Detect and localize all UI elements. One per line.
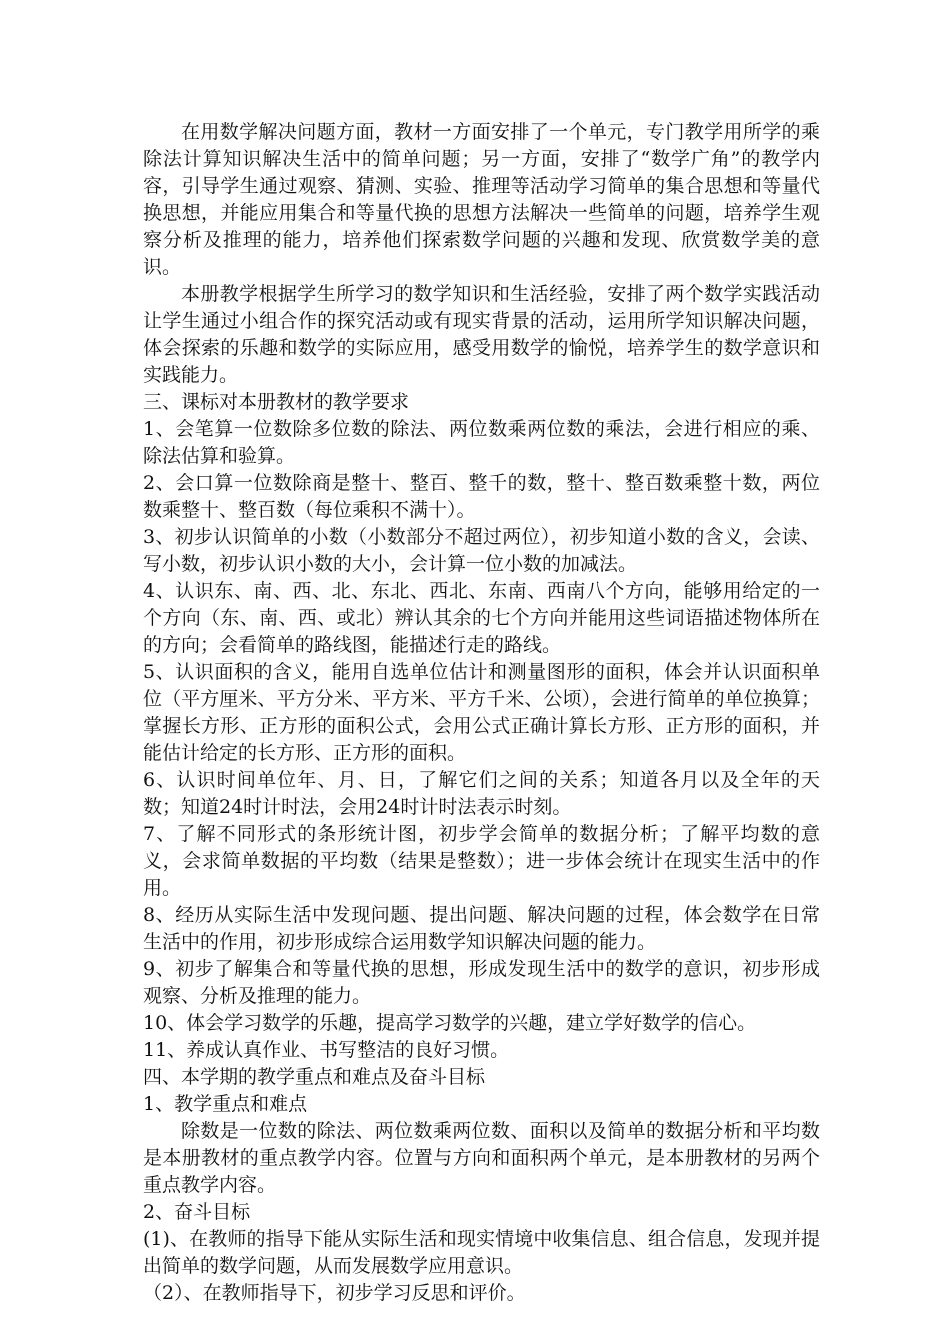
requirement-item-2: 2、会口算一位数除商是整十、整百、整千的数，整十、整百数乘整十数，两位数乘整十、整百数（每位乘积不满十）。 — [143, 472, 820, 521]
goal-item-2: （2）、在教师指导下，初步学习反思和评价。 — [143, 1282, 526, 1304]
paragraph-key-content: 除数是一位数的除法、两位数乘两位数、面积以及简单的数据分析和平均数是本册教材的重点教学内容。位置与方向和面积两个单元，是本册教材的另两个重点教学内容。 — [143, 1120, 820, 1196]
requirement-item-3: 3、初步认识简单的小数（小数部分不超过两位），初步知道小数的含义，会读、写小数，初步认识小数的大小，会计算一位小数的加减法。 — [143, 526, 820, 575]
section-heading-key-points: 四、本学期的教学重点和难点及奋斗目标 — [143, 1066, 486, 1088]
requirement-item-5: 5、认识面积的含义，能用自选单位估计和测量图形的面积，体会并认识面积单位（平方厘米、平方分米、平方米、平方千米、公顷），会进行简单的单位换算；掌握长方形、正方形的面积公式，会用公式正确计算长方形、正方形的面积，并能估计给定的长方形、正方形的面积。 — [143, 661, 820, 764]
goal-item-1: (1)、在教师的指导下能从实际生活和现实情境中收集信息、组合信息，发现并提出简单的数学问题，从而发展数学应用意识。 — [143, 1228, 820, 1277]
requirement-item-6: 6、认识时间单位年、月、日，了解它们之间的关系；知道各月以及全年的天数；知道24时计时法，会用24时计时法表示时刻。 — [143, 769, 820, 818]
requirement-item-9: 9、初步了解集合和等量代换的思想，形成发现生活中的数学的意识，初步形成观察、分析及推理的能力。 — [143, 958, 820, 1007]
requirement-item-10: 10、体会学习数学的乐趣，提高学习数学的兴趣，建立学好数学的信心。 — [143, 1012, 757, 1034]
section-heading-requirements: 三、课标对本册教材的教学要求 — [143, 391, 410, 413]
requirement-item-4: 4、认识东、南、西、北、东北、西北、东南、西南八个方向，能够用给定的一个方向（东、南、西、或北）辨认其余的七个方向并能用这些词语描述物体所在的方向；会看简单的路线图，能描述行走的路线。 — [143, 580, 820, 656]
paragraph-practice-activities: 本册教学根据学生所学习的数学知识和生活经验，安排了两个数学实践活动让学生通过小组合作的探究活动或有现实背景的活动，运用所学知识解决问题，体会探索的乐趣和数学的实际应用，感受用数学的愉悦，培养学生的数学意识和实践能力。 — [143, 283, 820, 386]
requirement-item-11: 11、养成认真作业、书写整洁的良好习惯。 — [143, 1039, 510, 1061]
requirement-item-1: 1、会笔算一位数除多位数的除法、两位数乘两位数的乘法，会进行相应的乘、除法估算和验算。 — [143, 418, 820, 467]
subheading-goals: 2、奋斗目标 — [143, 1201, 251, 1223]
subheading-key-difficult-points: 1、教学重点和难点 — [143, 1093, 308, 1115]
paragraph-problem-solving: 在用数学解决问题方面，教材一方面安排了一个单元，专门教学用所学的乘除法计算知识解决生活中的简单问题；另一方面，安排了“数学广角”的教学内容，引导学生通过观察、猜测、实验、推理等活动学习简单的集合思想和等量代换思想，并能应用集合和等量代换的思想方法解决一些简单的问题，培养学生观察分析及推理的能力，培养他们探索数学问题的兴趣和发现、欣赏数学美的意识。 — [143, 121, 820, 278]
requirement-item-8: 8、经历从实际生活中发现问题、提出问题、解决问题的过程，体会数学在日常生活中的作用，初步形成综合运用数学知识解决问题的能力。 — [143, 904, 820, 953]
requirement-item-7: 7、了解不同形式的条形统计图，初步学会简单的数据分析；了解平均数的意义，会求简单数据的平均数（结果是整数）；进一步体会统计在现实生活中的作用。 — [143, 823, 820, 899]
